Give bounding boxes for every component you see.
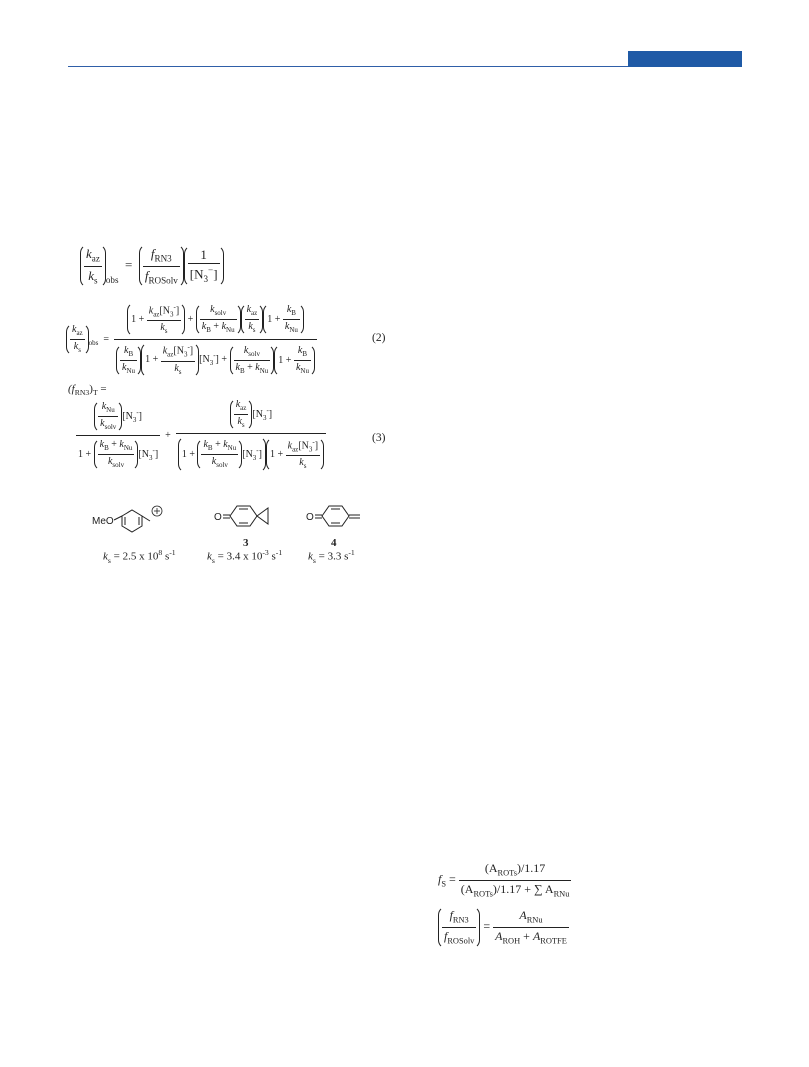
equation-fraction-ratio: $\frac{f_{RN3}}{f_{ROSolv}}$ = $\frac{A_{RNu}}{A_{ROH} + A_{ROTFE}}$ [438, 906, 569, 949]
rate-caption-3: $k_s = 3.4$ x $10^{-3}$ $s^{-1}$ [207, 548, 283, 565]
compound-label-3: 3 [243, 537, 249, 549]
structure-methoxybenzyl-cation [90, 498, 190, 538]
rate-caption-cation: $k_s = 2.5$ x $10^8$ $s^{-1}$ [103, 548, 176, 565]
structure-spirodienone-3 [212, 498, 292, 534]
compound-label-4: 4 [331, 537, 337, 549]
header-color-tab [628, 51, 742, 67]
svg-text:O: O [306, 512, 314, 523]
structure-quinone-methide-4 [304, 498, 374, 534]
equation-1: $\frac{k_{az}}{k_s}$ $_{obs}$ = $\frac{f_{RN3}}{f_{ROSolv}}$ $\frac{1}{[N_3^-]}$ [80, 244, 224, 288]
equation-2: $\frac{k_{az}}{k_s}$ $_{obs}$ = 1 + $\frac{k_{az}[N_3^-]}{k_s}$ + $\frac{k_{solv}}{k_B + k_{Nu}}$ $\frac{k_{az}}{k_s}$ 1 + $\frac{k_B}{k_{Nu}}$ $\frac{k_B}{k_{Nu}}$ 1 + $\frac{k_{az}[N_3^-]}{k_s}$ $[N_3^-]$ + $\frac{k_{solv}}{k_B + k_{Nu}}$ 1 + $\frac{k_B}{k_{Nu}}$ [66, 302, 317, 378]
equation-3-lhs: $(f_{RN3})_T$ = [68, 383, 107, 398]
equation-3: $\frac{k_{Nu}}{k_{solv}}$ $[N_3^-]$ 1 + $\frac{k_B + k_{Nu}}{k_{solv}}$ $[N_3^-]$ + $\frac{k_{az}}{k_s}$ $[N_3^-]$ 1 + $\frac{k_B + k_{Nu}}{k_{solv}}$ $[N_3^-] 1$ + $\frac{k_{az}[N_3^-]}{k_s}$ [76, 398, 326, 473]
svg-text:O: O [214, 512, 222, 523]
equation-fs: $f_S$ = $\frac{(A_{ROTs})/1.17}{(A_{ROTs})/1.17 + \sum A_{RNu}}$ [438, 861, 570, 899]
equation-3-number: (3) [372, 432, 386, 444]
equation-2-number: (2) [372, 332, 386, 344]
rate-caption-4: $k_s = 3.3$ $s^{-1}$ [308, 548, 355, 565]
svg-text:MeO: MeO [92, 516, 114, 527]
